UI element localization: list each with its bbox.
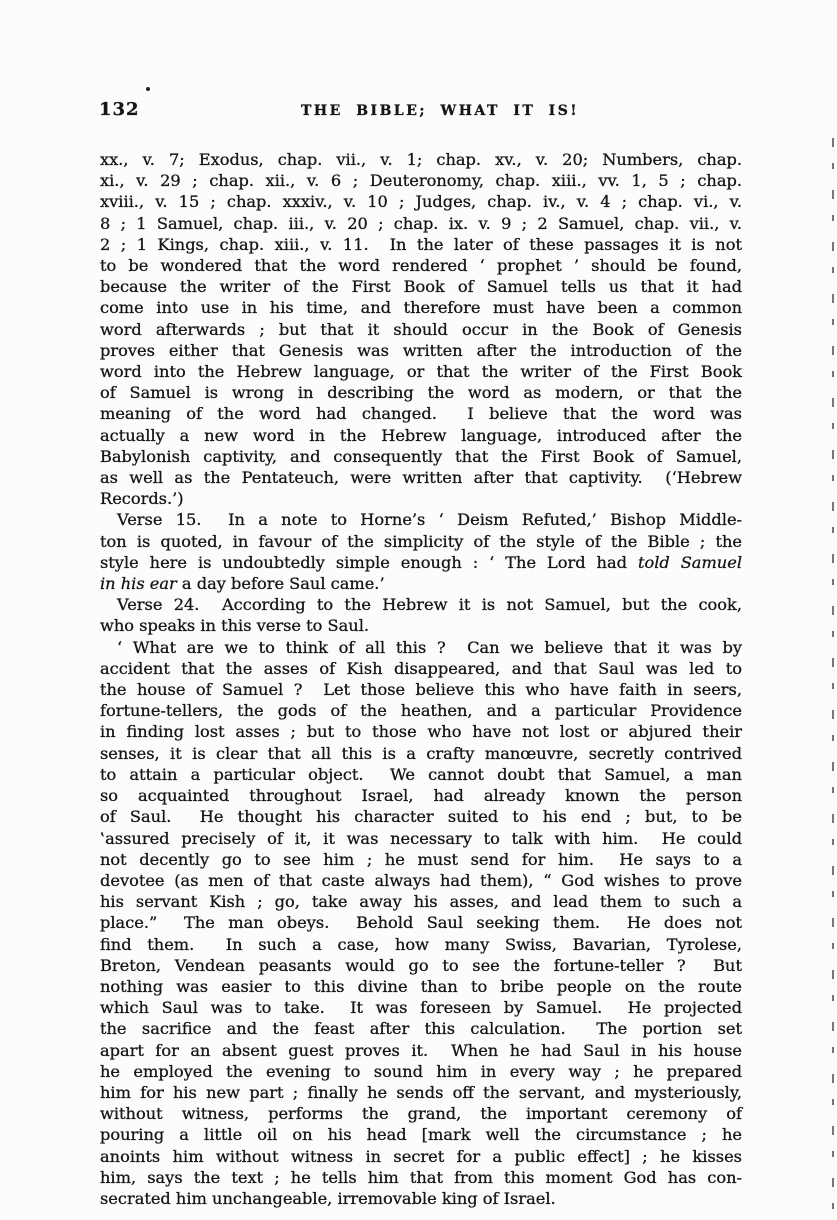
text-line: which Saul was to take. It was foreseen by Samuel. He projected: [100, 998, 742, 1018]
text-line: in his ear a day before Saul came.’: [100, 574, 385, 594]
text-line: ‘ What are we to think of all this ? Can we believe that it was by: [117, 637, 742, 657]
text-line: anoints him without witness in secret for a public effect] ; he kisses: [100, 1146, 742, 1166]
text-line: pouring a little oil on his head [mark well the circumstance ; he: [100, 1125, 742, 1145]
text-line: xi., v. 29 ; chap. xii., v. 6 ; Deuteronomy, chap. xiii., vv. 1, 5 ; chap.: [100, 171, 742, 191]
page-edge-scan-marks: [832, 138, 834, 1216]
running-header-title: THE BIBLE; WHAT IT IS!: [301, 103, 579, 119]
text-line: 2 ; 1 Kings, chap. xiii., v. 11. In the later of these passages it is not: [100, 234, 742, 254]
text-line: secrated him unchangeable, irremovable king of Israel.: [100, 1188, 556, 1208]
text-line: to attain a particular object. We cannot doubt that Samuel, a man: [100, 764, 742, 784]
text-line: his servant Kish ; go, take away his asses, and lead them to such a: [100, 892, 742, 912]
text-line: apart for an absent guest proves it. When he had Saul in his house: [100, 1040, 742, 1060]
text-line: the house of Samuel ? Let those believe this who have faith in seers,: [100, 680, 742, 700]
text-line: actually a new word in the Hebrew language, introduced after the: [100, 425, 742, 445]
text-line: senses, it is clear that all this is a crafty manœuvre, secretly contrived: [100, 743, 742, 763]
text-line: xviii., v. 15 ; chap. xxxiv., v. 10 ; Judges, chap. iv., v. 4 ; chap. vi., v.: [100, 192, 742, 212]
text-line: him, says the text ; he tells him that from this moment God has con-: [100, 1167, 742, 1187]
text-line: who speaks in this verse to Saul.: [100, 616, 370, 636]
paragraph: [100, 509, 742, 594]
text-line: word into the Hebrew language, or that the writer of the First Book: [100, 362, 742, 382]
text-line: Verse 24. According to the Hebrew it is not Samuel, but the cook,: [117, 595, 742, 615]
page-text-block: [100, 149, 742, 1209]
text-line: Babylonish captivity, and consequently that the First Book of Samuel,: [100, 446, 742, 466]
text-line: of Saul. He thought his character suited to his end ; but, to be: [100, 807, 742, 827]
text-line: the sacrifice and the feast after this calculation. The portion set: [100, 1019, 742, 1039]
text-line: to be wondered that the word rendered ‘ prophet ’ should be found,: [100, 256, 742, 276]
text-line: ‛assured precisely of it, it was necessary to talk with him. He could: [100, 828, 742, 848]
text-line: Records.’): [100, 489, 184, 509]
page-number: 132: [99, 99, 140, 120]
text-line: he employed the evening to sound him in every way ; he prepared: [100, 1061, 742, 1081]
text-line: not decently go to see him ; he must send for him. He says to a: [100, 849, 742, 869]
text-line: word afterwards ; but that it should occur in the Book of Genesis: [100, 319, 742, 339]
text-line: because the writer of the First Book of Samuel tells us that it had: [100, 277, 742, 297]
text-line: devotee (as men of that caste always had them), “ God wishes to prove: [100, 870, 742, 890]
text-line: proves either that Genesis was written after the introduction of the: [100, 340, 742, 360]
text-line: as well as the Pentateuch, were written after that captivity. (‘Hebrew: [100, 468, 742, 488]
text-line: come into use in his time, and therefore must have been a common: [100, 298, 742, 318]
text-line: of Samuel is wrong in describing the word as modern, or that the: [100, 383, 742, 403]
text-line: so acquainted throughout Israel, had already known the person: [100, 786, 742, 806]
text-line: meaning of the word had changed. I believe that the word was: [100, 404, 742, 424]
paragraph: [100, 637, 742, 1209]
text-line: 8 ; 1 Samuel, chap. iii., v. 20 ; chap. ix. v. 9 ; 2 Samuel, chap. vii., v.: [100, 213, 742, 233]
text-line: fortune-tellers, the gods of the heathen, and a particular Providence: [100, 701, 742, 721]
text-line: Breton, Vendean peasants would go to see the fortune-teller ? But: [100, 955, 742, 975]
text-line: ton is quoted, in favour of the simplicity of the style of the Bible ; the: [100, 531, 742, 551]
paragraph: [100, 594, 742, 636]
text-line: Verse 15. In a note to Horne’s ‘ Deism Refuted,’ Bishop Middle-: [117, 510, 742, 530]
ink-speck: [146, 87, 150, 91]
text-line: without witness, performs the grand, the important ceremony of: [100, 1104, 742, 1124]
text-line: in finding lost asses ; but to those who have not lost or abjured their: [100, 722, 742, 742]
text-line: him for his new part ; finally he sends off the servant, and mysteriously,: [100, 1082, 742, 1102]
text-line: xx., v. 7; Exodus, chap. vii., v. 1; chap. xv., v. 20; Numbers, chap.: [100, 150, 742, 169]
text-line: nothing was easier to this divine than to bribe people on the route: [100, 976, 742, 996]
text-line: find them. In such a case, how many Swiss, Bavarian, Tyrolese,: [100, 934, 742, 954]
text-line: style here is undoubtedly simple enough : ‘ The Lord had told Samuel: [100, 552, 742, 572]
text-line: accident that the asses of Kish disappeared, and that Saul was led to: [100, 658, 742, 678]
paragraph: [100, 149, 742, 509]
text-line: place.” The man obeys. Behold Saul seeking them. He does not: [100, 913, 742, 933]
